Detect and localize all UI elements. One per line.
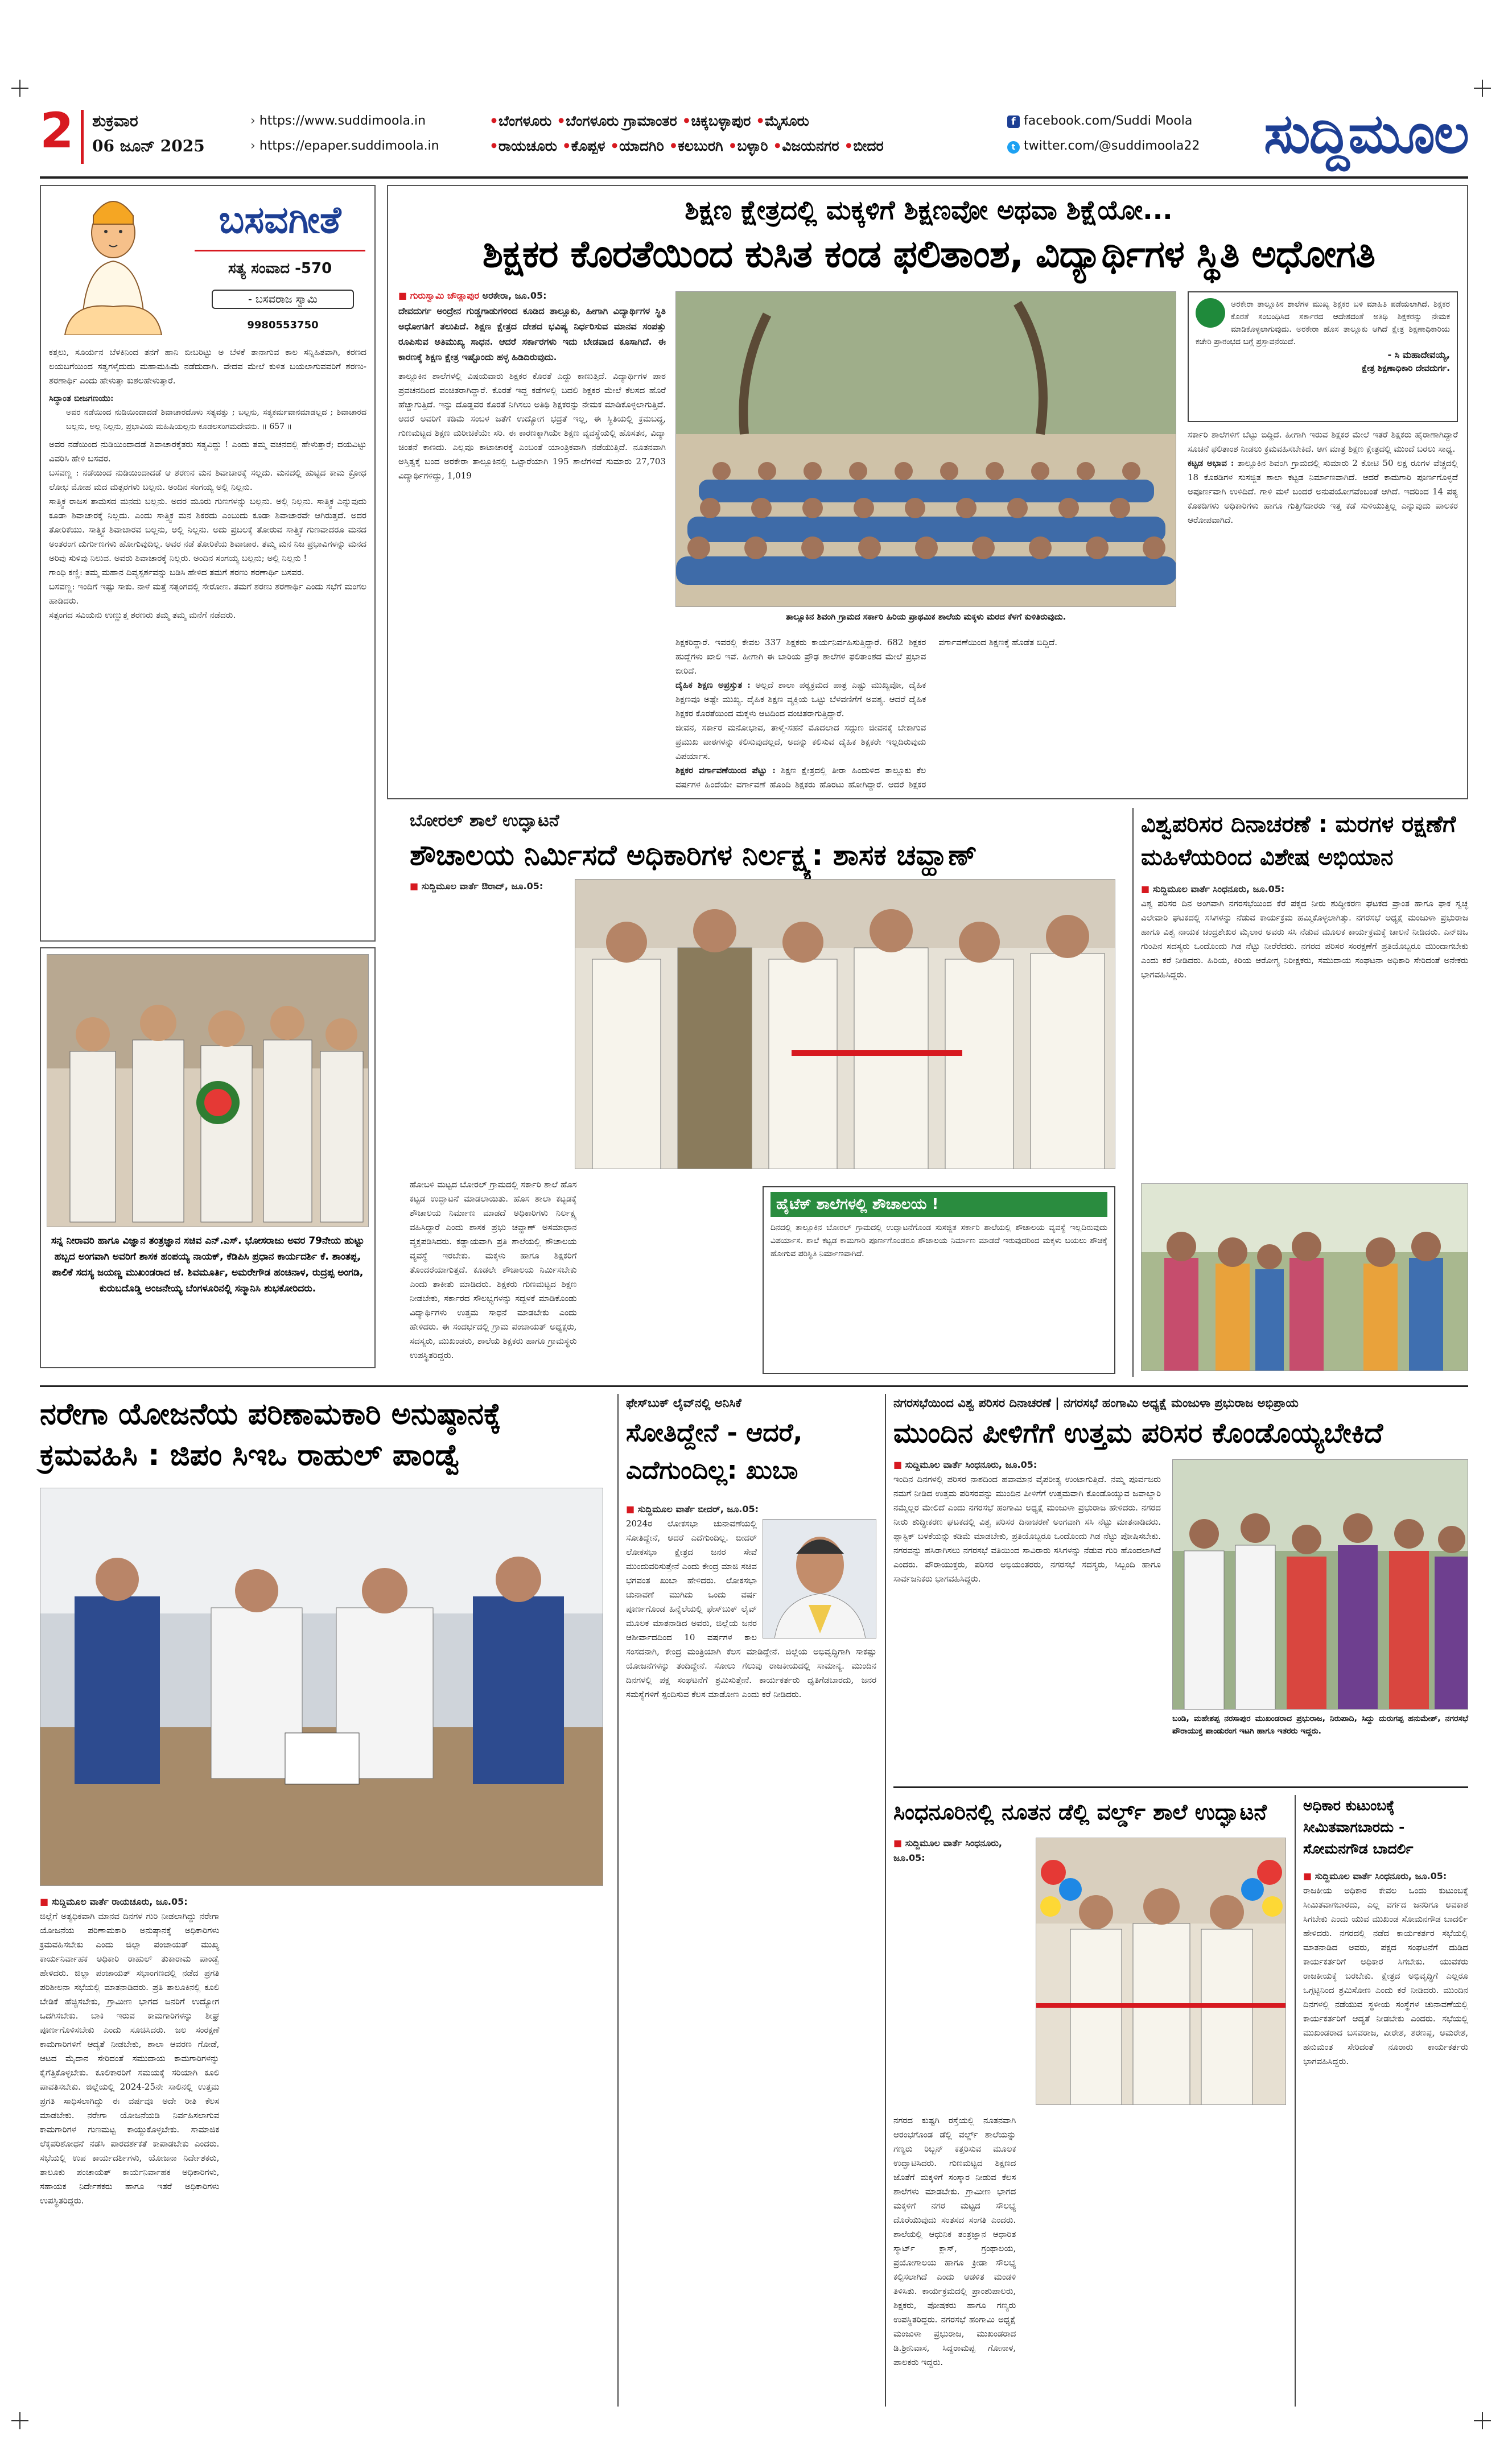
environment-body: ■ ಸುದ್ದಿಮೂಲ ವಾರ್ತೆ ಸಿಂಧನೂರು, ಜೂ.05: ವಿಶ್ವ ಪರಿಸರ ದಿನ ಅಂಗವಾಗಿ ನಗರಸಭೆಯಿಂದ ಕೆರೆ ಪಕ್ಕದ ನೀರು ಶುದ್ಧೀಕರಣ ಘಟಕದ ಪ್ರಾಂತ ಹಾಗೂ ಫಾಕ ಸ್ವಚ್ಛ ವಿಲೇವಾರಿ ಘಟಕದಲ್ಲಿ ಸಸಿಗಳನ್ನು ನೆಡುವ ಕಾರ್ಯಕ್ರಮ ಹಮ್ಮಿಕೊಳ್ಳಲಾಗಿತ್ತು. ನಗರಸಭೆ ಅಧ್ಯಕ್ಷೆ ಮಂಜುಳಾ ಪ್ರಭುರಾಜ ಹಾಗೂ ವಿಶ್ವ ನಾಯಕ ಚಂದ್ರಶೇಖರ ಮೈಲಾರ ಅವರು ಸಸಿ ನೆಡುವ ಮೂಲಕ ಕಾರ್ಯಕ್ರಮಕ್ಕೆ ಚಾಲನೆ ನೀಡಿದರು. ಎನ್‌ಜಿಒ ಗುಂಪಿನ ಸದಸ್ಯರು ಒಂದೊಂದು ಗಿಡ ನೆಟ್ಟು ನೀರೆರೆದರು. ನಗರದ ಪರಿಸರ ಸಂರಕ್ಷಣೆಗೆ ಪ್ರತಿಯೊಬ್ಬರೂ ಮುಂದಾಗಬೇಕು ಎಂದು ಕರೆ ನೀಡಿದರು. ಹಿರಿಯ, ಕಿರಿಯ ಆರೋಗ್ಯ ನಿರೀಕ್ಷಕರು, ಸಮುದಾಯ ಸಂಘಟನಾ ಅಧಿಕಾರಿ ಸೇರಿದಂತೆ ಅನೇಕರು ಭಾಗವಹಿಸಿದ್ದರು.	[1141, 882, 1468, 982]
weekday: ಶುಕ್ರವಾರ	[92, 112, 138, 130]
environment-byline-place: ಸಿಂಧನೂರು, ಜೂ.05:	[1213, 884, 1285, 894]
basavagite-para: ಬಸವಣ್ಣ : ನಡೆಯಿಂದ ನುಡಿಯಿಂದಾದಡೆ ಆ ಶರಣನ ಮನ ಶಿವಾಚಾರಕ್ಕೆ ಸಲ್ಲದು. ಮನದಲ್ಲಿ ಹುಟ್ಟಿದ ಕಾಮ ಕ್ರೋಧ ಲೋಭ ಮೋಹ ಮದ ಮತ್ಸರಗಳು ಬಲ್ಲನು. ಅಂದಿನ ಸಂಗಯ್ಯ ಅಲ್ಲಿ ನಿಲ್ಲನು.	[49, 468, 366, 492]
basavagite-para: ಅವರ ನಡೆಯಿಂದ ನುಡಿಯಿಂದಾದಡೆ ಶಿವಾಚಾರಕ್ಕೆತರು ಸತ್ಯವಿದ್ದು ! ಎಂದು ತಮ್ಮ ವಚನದಲ್ಲಿ ಹೇಳುತ್ತಾರೆ; ದಯವಿಟ್ಟು ವಿವರಿಸಿ ಹೇಳಿ ಬಸವರ.	[49, 439, 366, 464]
lead-body: ಸರ್ಕಾರಿ ಶಾಲೆಗಳಿಗೆ ಬೆಟ್ಟು ಬಿದ್ದಿದೆ. ಹೀಗಾಗಿ ಇರುವ ಶಿಕ್ಷಕರ ಮೇಲೆ ಇತರೆ ಶಿಕ್ಷಕರು ಹೈರಾಣಾಗಿದ್ದಾರೆ ಸೂಚನೆ ಫಲಿತಾಂಶ ನೀಡಲು ಕ್ರಮವಹಿಸಬೇಕಿದೆ. ಆಗ ಮಾತ್ರ ಶಿಕ್ಷಣ ಕ್ಷೇತ್ರದಲ್ಲಿ ಮುಂದೆ ಬರಲು ಸಾಧ್ಯ.	[1188, 430, 1458, 454]
twitter-handle[interactable]: twitter.com/@suddimoola22	[1024, 139, 1200, 153]
municipal-photo	[1172, 1459, 1468, 1710]
environment-story	[1141, 808, 1468, 1377]
facebook-handle[interactable]: facebook.com/Suddi Moola	[1024, 114, 1193, 128]
lead-photo-caption: ತಾಲ್ಲೂಕಿನ ಶಿವಂಗಿ ಗ್ರಾಮದ ಸರ್ಕಾರಿ ಹಿರಿಯ ಪ್ರಾಥಮಿಕ ಶಾಲೆಯ ಮಕ್ಕಳು ಮರದ ಕೆಳಗೆ ಕುಳಿತಿರುವುದು.	[785, 612, 1066, 622]
municipal-kicker: ನಗರಸಭೆಯಿಂದ ವಿಶ್ವ ಪರಿಸರ ದಿನಾಚರಣೆ | ನಗರಸಭೆ ಹಂಗಾಮಿ ಅಧ್ಯಕ್ಷೆ ಮಂಜುಳಾ ಪ್ರಭುರಾಜ ಅಭಿಪ್ರಾಯ	[893, 1396, 1299, 1410]
lead-body: ತಾಲ್ಲೂಕಿನ ಶಾಲೆಗಳಲ್ಲಿ ವಿಷಯವಾರು ಶಿಕ್ಷಕರ ಕೊರತೆ ಎದ್ದು ಕಾಣುತ್ತಿದೆ. ವಿದ್ಯಾರ್ಥಿಗಳ ಪಾಠ ಪ್ರವಚನದಿಂದ ವಂಚಿತರಾಗಿದ್ದಾರೆ. ಕೊರತೆ ಇದ್ದ ಕಡೆಗಳಲ್ಲಿ ಬದಲಿ ಶಿಕ್ಷಕರ ಮೇಲೆ ಕೆಲಸದ ಹೊರೆ ಹೆಚ್ಚಾಗುತ್ತಿದೆ. ಇನ್ನು ದೊಡ್ಡವರ ಕೊರತೆ ನಿಗಿಸಲು ಅತಿಥಿ ಶಿಕ್ಷಕರನ್ನು ನೇಮಕ ಮಾಡಿಕೊಳ್ಳಲಾಗುತ್ತಿದೆ. ಆದರೆ ಅವರಿಗೆ ಕಡಿಮೆ ಸಂಬಳ ಜತೆಗೆ ಉದ್ಯೋಗ ಭದ್ರತೆ ಇಲ್ಲ, ಈ ಸ್ಥಿತಿಯಲ್ಲಿ ಕ್ರಮಬದ್ಧ, ಗುಣಮಟ್ಟದ ಶಿಕ್ಷಣ ಮರೀಚಿಕೆಯೇ ಸರಿ. ಈ ಕಾರಣಕ್ಕಾಗಿಯೇ ಶಿಕ್ಷಣ ವ್ಯವಸ್ಥೆಯಲ್ಲಿ ಹೊಸತನ, ವಿದ್ಯಾ ಚಿಂತನೆ ಕಾಣದು. ಎಲ್ಲವೂ ಕಾಟಾಚಾರಕ್ಕೆ ಎಂಬಂತೆ ಯಾಂತ್ರಿಕವಾಗಿ ನಡೆಯುತ್ತಿದೆ. ನೂತನವಾಗಿ ಅಸ್ತಿತ್ವಕ್ಕೆ ಬಂದ ಅರಕೇರಾ ತಾಲ್ಲೂಕಿನಲ್ಲಿ ಒಟ್ಟಾರೆಯಾಗಿ 195 ಶಾಲೆಗಳಿವೆ ಸುಮಾರು 27,703 ವಿದ್ಯಾರ್ಥಿಗಳಿದ್ದು, 1,019	[398, 371, 666, 481]
bardoli-body-text: ರಾಜಕೀಯ ಅಧಿಕಾರ ಕೇವಲ ಒಂದು ಕುಟುಂಬಕ್ಕೆ ಸೀಮಿತವಾಗಬಾರದು, ಎಲ್ಲ ವರ್ಗದ ಜನರಿಗೂ ಅವಕಾಶ ಸಿಗಬೇಕು ಎಂದು ಯುವ ಮುಖಂಡ ಸೋಮನಗೌಡ ಬಾದರ್ಲಿ ಹೇಳಿದರು. ನಗರದಲ್ಲಿ ನಡೆದ ಕಾರ್ಯಕರ್ತರ ಸಭೆಯಲ್ಲಿ ಮಾತನಾಡಿದ ಅವರು, ಪಕ್ಷದ ಸಂಘಟನೆಗೆ ದುಡಿದ ಕಾರ್ಯಕರ್ತರಿಗೆ ಅಧಿಕಾರ ಸಿಗಬೇಕು. ಯುವಕರು ರಾಜಕೀಯಕ್ಕೆ ಬರಬೇಕು. ಕ್ಷೇತ್ರದ ಅಭಿವೃದ್ಧಿಗೆ ಎಲ್ಲರೂ ಒಗ್ಗಟ್ಟಿನಿಂದ ಶ್ರಮಿಸೋಣ ಎಂದು ಕರೆ ನೀಡಿದರು. ಮುಂದಿನ ದಿನಗಳಲ್ಲಿ ನಡೆಯುವ ಸ್ಥಳೀಯ ಸಂಸ್ಥೆಗಳ ಚುನಾವಣೆಯಲ್ಲಿ ಕಾರ್ಯಕರ್ತರಿಗೆ ಆದ್ಯತೆ ನೀಡಬೇಕು ಎಂದರು. ಸಭೆಯಲ್ಲಿ ಮುಖಂಡರಾದ ಬಸವರಾಜ, ವೀರೇಶ, ಶರಣಪ್ಪ, ಅಮರೇಶ, ಹನುಮಂತ ಸೇರಿದಂತೆ ನೂರಾರು ಕಾರ್ಯಕರ್ತರು ಭಾಗವಹಿಸಿದ್ದರು.	[1303, 1885, 1468, 2066]
lead-byline-place: ಅರಕೇರಾ, ಜೂ.05:	[482, 290, 547, 301]
basavagite-phone: 9980553750	[247, 319, 319, 331]
crop-mark	[1474, 2412, 1491, 2429]
district-bengaluru-rural[interactable]: ಬೆಂಗಳೂರು ಗ್ರಾಮಾಂತರ	[566, 113, 677, 129]
district-chikkaballapur[interactable]: ಚಿಕ್ಕಬಳ್ಳಾಪುರ	[691, 113, 751, 129]
district-raichur[interactable]: ರಾಯಚೂರು	[498, 138, 558, 154]
khuba-portrait	[763, 1519, 876, 1638]
khuba-body-wrap: ■ ಸುದ್ದಿಮೂಲ ವಾರ್ತೆ ಬೀದರ್, ಜೂ.05: 2024ರ ಲೋಕಸಭಾ ಚುನಾವಣೆಯಲ್ಲಿ ಸೋತಿದ್ದೇನೆ, ಆದರೆ ಎದೆಗುಂದಿಲ್ಲ. ಬೀದರ್ ಲೋಕಸಭಾ ಕ್ಷೇತ್ರದ ಜನರ ಸೇವೆ ಮುಂದುವರಿಸುತ್ತೇನೆ ಎಂದು ಕೇಂದ್ರ ಮಾಜಿ ಸಚಿವ ಭಗವಂತ ಖುಬಾ ಹೇಳಿದರು. ಲೋಕಸಭಾ ಚುನಾವಣೆ ಮುಗಿದು ಒಂದು ವರ್ಷ ಪೂರ್ಣಗೊಂಡ ಹಿನ್ನೆಲೆಯಲ್ಲಿ ಫೇಸ್‌ಬುಕ್ ಲೈವ್ ಮೂಲಕ ಮಾತನಾಡಿದ ಅವರು, ಜಿಲ್ಲೆಯ ಜನರ ಆಶೀರ್ವಾದದಿಂದ 10 ವರ್ಷಗಳ ಕಾಲ ಸಂಸದನಾಗಿ, ಕೇಂದ್ರ ಮಂತ್ರಿಯಾಗಿ ಕೆಲಸ ಮಾಡಿದ್ದೇನೆ. ಜಿಲ್ಲೆಯ ಅಭಿವೃದ್ಧಿಗಾಗಿ ಸಾಕಷ್ಟು ಯೋಜನೆಗಳನ್ನು ತಂದಿದ್ದೇನೆ. ಸೋಲು ಗೆಲುವು ರಾಜಕೀಯದಲ್ಲಿ ಸಾಮಾನ್ಯ. ಮುಂದಿನ ದಿನಗಳಲ್ಲಿ ಪಕ್ಷ ಸಂಘಟನೆಗೆ ಶ್ರಮಿಸುತ್ತೇನೆ. ಕಾರ್ಯಕರ್ತರು ಧೃತಿಗೆಡಬಾರದು, ಜನರ ಸಮಸ್ಯೆಗಳಿಗೆ ಸ್ಪಂದಿಸುವ ಕೆಲಸ ಮಾಡೋಣ ಎಂದು ಕರೆ ನೀಡಿದರು.	[626, 1502, 876, 1702]
website-url[interactable]: https://www.suddimoola.in	[259, 114, 426, 128]
title-underline	[195, 250, 365, 251]
page-number-divider	[81, 110, 84, 164]
lead-intro: ದೇವದುರ್ಗ ಅಂದ್ರೇನ ಗುಡ್ಡಗಾಡುಗಳಿಂದ ಕೂಡಿದ ತಾಲ್ಲೂಕು, ಹೀಗಾಗಿ ವಿದ್ಯಾರ್ಥಿಗಳ ಸ್ಥಿತಿ ಅಧೋಗತಿಗೆ ತಲುಪಿದೆ. ಶಿಕ್ಷಣ ಕ್ಷೇತ್ರದ ದೇಶದ ಭವಿಷ್ಯ ನಿರ್ಧರಿಸುವ ಮಾನವ ಸಂಪತ್ತು ರೂಪಿಸುವ ಅತಿಮುಖ್ಯ ಸಾಧನ. ಆದರೆ ಸರ್ಕಾರಗಳು ಇದು ಬೇಡವಾದ ಕೂಸಾಗಿದೆ. ಈ ಕಾರಣಕ್ಕೆ ಶಿಕ್ಷಣ ಕ್ಷೇತ್ರ ಇಷ್ಟೊಂದು ಹಳ್ಳ ಹಿಡಿದಿರುವುದು.	[398, 306, 666, 362]
lead-headline: ಶಿಕ್ಷಕರ ಕೊರತೆಯಿಂದ ಕುಸಿತ ಕಂಡ ಫಲಿತಾಂಶ, ವಿದ್ಯಾರ್ಥಿಗಳ ಸ್ಥಿತಿ ಅಧೋಗತಿ	[482, 232, 1375, 276]
district-vijayanagar[interactable]: ವಿಜಯನಗರ	[782, 138, 839, 154]
nrega-byline-place: ರಾಯಚೂರು, ಜೂ.05:	[112, 1896, 188, 1907]
lead-subhead: ದೈಹಿಕ ಶಿಕ್ಷಣ ಅಪ್ರಸ್ತುತ :	[675, 680, 751, 690]
lead-body: ಶಿಕ್ಷಣ ಕ್ಷೇತ್ರದಲ್ಲಿ ತೀರಾ ಹಿಂದುಳಿದ ತಾಲ್ಲೂಕು ಕೆಲ ವರ್ಷಗಳ ಹಿಂದೆಯೇ ವರ್ಗಾವಣೆ ಹೊಂದಿ ಶಿಕ್ಷಕರು ಹೊರಟು ಹೋಗಿದ್ದಾರೆ. ಆದರೆ ಶಿಕ್ಷಕರ ವರ್ಗಾವಣೆಯಿಂದ ಶಿಕ್ಷಣಕ್ಕೆ ಹೊಡೆತ ಬಿದ್ದಿದೆ.	[675, 637, 1058, 790]
lead-body: ಶಿಕ್ಷಕರಿದ್ದಾರೆ. ಇವರಲ್ಲಿ ಕೇವಲ 337 ಶಿಕ್ಷಕರು ಕಾರ್ಯನಿರ್ವಹಿಸುತ್ತಿದ್ದಾರೆ. 682 ಶಿಕ್ಷಕರ ಹುದ್ದೆಗಳು ಖಾಲಿ ಇವೆ. ಹೀಗಾಗಿ ಈ ಬಾರಿಯ ಪ್ರೌಢ ಶಾಲೆಗಳ ಫಲಿತಾಂಶದ ಮೇಲೆ ಪ್ರಭಾವ ಬೀರಿದೆ.	[675, 637, 926, 676]
nrega-byline-name: ಸುದ್ದಿಮೂಲ ವಾರ್ತೆ	[51, 1896, 109, 1907]
toilet-body-text: ಹೋಬಳಿ ಮಟ್ಟದ ಬೋರಲ್ ಗ್ರಾಮದಲ್ಲಿ ಸರ್ಕಾರಿ ಶಾಲೆ ಹೊಸ ಕಟ್ಟಡ ಉದ್ಘಾಟನೆ ಮಾಡಲಾಯಿತು. ಹೊಸ ಶಾಲಾ ಕಟ್ಟಡಕ್ಕೆ ಶೌಚಾಲಯ ನಿರ್ಮಾಣ ಮಾಡದೆ ಅಧಿಕಾರಿಗಳು ನಿರ್ಲಕ್ಷ್ಯ ವಹಿಸಿದ್ದಾರೆ ಎಂದು ಶಾಸಕ ಪ್ರಭು ಚವ್ಹಾಣ್ ಅಸಮಾಧಾನ ವ್ಯಕ್ತಪಡಿಸಿದರು. ಕಡ್ಡಾಯವಾಗಿ ಪ್ರತಿ ಶಾಲೆಯಲ್ಲಿ ಶೌಚಾಲಯ ವ್ಯವಸ್ಥೆ ಇರಬೇಕು. ಮಕ್ಕಳು ಹಾಗೂ ಶಿಕ್ಷಕರಿಗೆ ತೊಂದರೆಯಾಗುತ್ತದೆ. ಕೂಡಲೇ ಶೌಚಾಲಯ ನಿರ್ಮಿಸಬೇಕು ಎಂದು ತಾಕೀತು ಮಾಡಿದರು. ಶಿಕ್ಷಕರು ಗುಣಮಟ್ಟದ ಶಿಕ್ಷಣ ನೀಡಬೇಕು, ಸರ್ಕಾರದ ಸೌಲಭ್ಯಗಳನ್ನು ಸದ್ಬಳಕೆ ಮಾಡಿಕೊಂಡು ವಿದ್ಯಾರ್ಥಿಗಳು ಉತ್ತಮ ಸಾಧನೆ ಮಾಡಬೇಕು ಎಂದು ಹೇಳಿದರು. ಈ ಸಂದರ್ಭದಲ್ಲಿ ಗ್ರಾಮ ಪಂಚಾಯತ್ ಅಧ್ಯಕ್ಷರು, ಸದಸ್ಯರು, ಮುಖಂಡರು, ಶಾಲೆಯ ಶಿಕ್ಷಕರು ಹಾಗೂ ಗ್ರಾಮಸ್ಥರು ಉಪಸ್ಥಿತರಿದ್ದರು.	[410, 1179, 577, 1360]
basavagite-para: ಸಾತ್ತ್ವಿಕ ರಾಜಸ ತಾಮಸದ ಮನದು ಬಲ್ಲನು. ಅದರ ಮೂರು ಗುಣಗಳನ್ನು ಬಲ್ಲನು. ಅಲ್ಲಿ ನಿಲ್ಲನು. ಸಾತ್ತ್ವಿಕ ಎನ್ನುವುದು ಕೂಡಾ ಶಿವಾಚಾರಕ್ಕೆ ನಿಲ್ಲದು. ಎಂದು ಸಾತ್ತ್ವಿಕ ಮನ ಶಿಕರದು ಎಂಬುದು ಕೂಡಾ ಶಿವಾಚಾರವೇ ಆಗಿರುತ್ತದೆ. ಅದರ ತೋರಿಕೆಯು. ಸಾತ್ತ್ವಿಕ ಶಿವಾಚಾರವ ಬಲ್ಲನು, ಅಲ್ಲಿ ನಿಲ್ಲನು. ಅದು ಪ್ರಬಲಕ್ಕೆ ತೋರುವ ಸಾತ್ತ್ವಿಕ ಗುಣವಾದರೂ ಮನದ ಅಂತರಂಗ ದುರ್ಗುಣಗಳು ಹೋಗುವುದಿಲ್ಲ. ಅವರ ನಡೆ ತೋರಿಕೆಯ ಶಿವಾಚಾರ. ತಮ್ಮ ಮನ ನಿಜ ಪ್ರಭಾವಿಗಳನ್ನು ಮನದ ಅರಿವು ಸುಳಿವು ನಿಲುವ. ಅವರು ಶಿವಾಚಾರಕ್ಕೆ ನಿಲ್ಲರು. ಅಂದಿನ ಸಂಗಯ್ಯ ಬಲ್ಲನು; ಅಲ್ಲಿ ನಿಲ್ಲನು !	[49, 496, 366, 563]
basavagite-subtitle: ಸತ್ಯ ಸಂವಾದ -570	[228, 260, 332, 277]
column-divider	[1295, 1795, 1296, 2407]
district-list-2: •ರಾಯಚೂರು •ಕೊಪ್ಪಳ •ಯಾದಗಿರಿ •ಕಲಬುರಗಿ •ಬಳ್ಳಾರಿ •ವಿಜಯನಗರ •ಬೀದರ	[489, 138, 884, 154]
lead-body: ಅಲ್ಲದೆ ಶಾಲಾ ಪಠ್ಯಕ್ರಮದ ಪಾತ್ರ ಎಷ್ಟು ಮುಖ್ಯವೋ, ದೈಹಿಕ ಶಿಕ್ಷಣವೂ ಅಷ್ಟೇ ಮುಖ್ಯ. ದೈಹಿಕ ಶಿಕ್ಷಣ ವ್ಯಕ್ತಿಯ ಒಟ್ಟು ಬೆಳವಣಿಗೆಗೆ ಅವಶ್ಯ. ಆದರೆ ದೈಹಿಕ ಶಿಕ್ಷಕರ ಕೊರತೆಯಿಂದ ಮಕ್ಕಳು ಆಟದಿಂದ ವಂಚಿತರಾಗುತ್ತಿದ್ದಾರೆ.	[675, 680, 926, 719]
lead-subhead: ಶಿಕ್ಷಕರ ವರ್ಗಾವಣೆಯಿಂದ ಪೆಟ್ಟು :	[675, 765, 776, 775]
district-kalaburagi[interactable]: ಕಲಬುರಗಿ	[678, 138, 723, 154]
nrega-headline: ನರೇಗಾ ಯೋಜನೆಯ ಪರಿಣಾಮಕಾರಿ ಅನುಷ್ಠಾನಕ್ಕೆ ಕ್ರಮವಹಿಸಿ : ಜಿಪಂ ಸಿಇಒ ರಾಹುಲ್ ಪಾಂಡ್ವೆ	[40, 1397, 501, 1472]
nrega-story	[40, 1394, 609, 2407]
basavagite-para: ಕತ್ತಲು, ಸೂರ್ಯನ ಬೆಳಕಿನಿಂದ ತನಗೆ ಹಾನಿ ಬೀಬರಿಟ್ಟು ಅ ಬೆಳಕೆ ತಾನಾಗುವ ಕಾಲ ಸನ್ನಿಹಿತವಾಗಿ, ಕರಣದ ಲಯಬಗೆಯಿಂದ ಸತ್ವಗಳೈದುದು ಮಹಾಮಹಿಮೆ ನಡೆದುದಾಗಿ. ವೇದವ ಮೇಲೆ ಕುಳಿತ ಬಯಲಾಗುವವರಿಗೆ ಶರಣು-ಶರಣಾರ್ಥಿ ಎಂದು ಹೇಳುತ್ತಾ ಕುಶಲಹೇಳುತ್ತಾರೆ.	[49, 347, 366, 386]
municipal-headline: ಮುಂದಿನ ಪೀಳಿಗೆಗೆ ಉತ್ತಮ ಪರಿಸರ ಕೊಂಡೊಯ್ಯಬೇಕಿದೆ	[893, 1417, 1383, 1449]
lead-quote-box	[1188, 291, 1458, 422]
basavagite-quote: ಅವರ ನಡೆಯಿಂದ ನುಡಿಯಿಂದಾದಡೆ ಶಿವಾಚಾರದೊಳು ಸತ್ಯವತ್ತು ; ಬಲ್ಲನು, ಸತ್ಯಕರ್ಮವಾನಮಾಡಲ್ಲದ ; ಶಿವಾಚಾರದ ಬಲ್ಲನು, ಅಲ್ಲ ನಿಲ್ಲನು, ಪ್ರಭಾವಿಯ ಮಹಿಷಿಯಲ್ಲನು ಕೂಡಲಸಂಗಮದೇವನು. ॥ 657 ॥	[66, 408, 366, 431]
delhi-school-body-text: ನಗರದ ಕುಷ್ಟಗಿ ರಸ್ತೆಯಲ್ಲಿ ನೂತನವಾಗಿ ಆರಂಭಗೊಂಡ ಡೆಲ್ಲಿ ವರ್ಲ್ಡ್ ಶಾಲೆಯನ್ನು ಗಣ್ಯರು ರಿಬ್ಬನ್ ಕತ್ತರಿಸುವ ಮೂಲಕ ಉದ್ಘಾಟಿಸಿದರು. ಗುಣಮಟ್ಟದ ಶಿಕ್ಷಣದ ಜೊತೆಗೆ ಮಕ್ಕಳಿಗೆ ಸಂಸ್ಕಾರ ನೀಡುವ ಕೆಲಸ ಶಾಲೆಗಳು ಮಾಡಬೇಕು. ಗ್ರಾಮೀಣ ಭಾಗದ ಮಕ್ಕಳಿಗೆ ನಗರ ಮಟ್ಟದ ಸೌಲಭ್ಯ ದೊರೆಯುವುದು ಸಂತಸದ ಸಂಗತಿ ಎಂದರು. ಶಾಲೆಯಲ್ಲಿ ಆಧುನಿಕ ತಂತ್ರಜ್ಞಾನ ಆಧಾರಿತ ಸ್ಮಾರ್ಟ್ ಕ್ಲಾಸ್, ಗ್ರಂಥಾಲಯ, ಪ್ರಯೋಗಾಲಯ ಹಾಗೂ ಕ್ರೀಡಾ ಸೌಲಭ್ಯ ಕಲ್ಪಿಸಲಾಗಿದೆ ಎಂದು ಆಡಳಿತ ಮಂಡಳಿ ತಿಳಿಸಿತು. ಕಾರ್ಯಕ್ರಮದಲ್ಲಿ ಪ್ರಾಂಶುಪಾಲರು, ಶಿಕ್ಷಕರು, ಪೋಷಕರು ಹಾಗೂ ಗಣ್ಯರು ಉಪಸ್ಥಿತರಿದ್ದರು. ನಗರಸಭೆ ಹಂಗಾಮಿ ಅಧ್ಯಕ್ಷೆ ಮಂಜುಳಾ ಪ್ರಭುರಾಜ, ಮುಖಂಡರಾದ ಡಿ.ಶ್ರೀನಿವಾಸ, ಸಿದ್ದರಾಮಪ್ಪ ಗೋನಾಳ, ಪಾಲಕರು ಇದ್ದರು.	[893, 2115, 1016, 2367]
district-yadgir[interactable]: ಯಾದಗಿರಿ	[619, 138, 664, 154]
toilet-box-body: ದಿನದಲ್ಲಿ ತಾಲ್ಲೂಕಿನ ಬೋರಲ್ ಗ್ರಾಮದಲ್ಲಿ ಉದ್ಘಾಟನೆಗೊಂಡ ಸುಸಜ್ಜಿತ ಸರ್ಕಾರಿ ಶಾಲೆಯಲ್ಲಿ ಶೌಚಾಲಯ ವ್ಯವಸ್ಥೆ ಇಲ್ಲದಿರುವುದು ವಿಪರ್ಯಾಸ. ಶಾಲೆ ಕಟ್ಟಡ ಕಾಮಗಾರಿ ಪೂರ್ಣಗೊಂಡರೂ ಶೌಚಾಲಯ ನಿರ್ಮಾಣ ಮಾಡದೆ ಇರುವುದರಿಂದ ಮಕ್ಕಳು ಬಯಲು ಶೌಚಕ್ಕೆ ಹೋಗುವ ಪರಿಸ್ಥಿತಿ ನಿರ್ಮಾಣವಾಗಿದೆ.	[771, 1223, 1107, 1258]
lead-lower-columns	[675, 635, 1452, 795]
khuba-byline-name: ಸುದ್ದಿಮೂಲ ವಾರ್ತೆ	[637, 1504, 695, 1514]
twitter-link[interactable]	[1007, 135, 1200, 158]
lead-story	[387, 185, 1468, 799]
khuba-kicker: ಫೇಸ್‌ಬುಕ್ ಲೈವ್‌ನಲ್ಲಿ ಅನಿಸಿಕೆ	[626, 1396, 741, 1410]
twitter-icon: t	[1007, 141, 1020, 154]
website-link[interactable]: › https://www.suddimoola.in	[250, 114, 426, 128]
lead-quote-author: - ಸಿ ಮಹಾದೇವಯ್ಯ,	[1387, 349, 1450, 360]
basavagite-para: ಬಸವಣ್ಣ: ಇಂದಿಗೆ ಇಷ್ಟು ಸಾಕು. ನಾಳೆ ಮತ್ತೆ ಸತ್ಸಂಗದಲ್ಲಿ ಸೇರೋಣ. ತಮಗೆ ಶರಣು ಶರಣಾರ್ಥಿ ಎಂದು ಸಭೆಗೆ ಮಂಗಲ ಹಾಡಿದರು.	[49, 581, 366, 606]
district-list-1: •ಬೆಂಗಳೂರು •ಬೆಂಗಳೂರು ಗ್ರಾಮಾಂತರ •ಚಿಕ್ಕಬಳ್ಳಾಪುರ •ಮೈಸೂರು	[489, 113, 809, 129]
municipal-body: ■ ಸುದ್ದಿಮೂಲ ವಾರ್ತೆ ಸಿಂಧನೂರು, ಜೂ.05: ಇಂದಿನ ದಿನಗಳಲ್ಲಿ ಪರಿಸರ ನಾಶದಿಂದ ಹವಾಮಾನ ವೈಪರೀತ್ಯ ಉಂಟಾಗುತ್ತಿದೆ. ನಮ್ಮ ಪೂರ್ವಜರು ನಮಗೆ ನೀಡಿದ ಉತ್ತಮ ಪರಿಸರವನ್ನು ಮುಂದಿನ ಪೀಳಿಗೆಗೆ ಉತ್ತಮವಾಗಿ ಕೊಂಡೊಯ್ಯುವ ಜವಾಬ್ದಾರಿ ನಮ್ಮೆಲ್ಲರ ಮೇಲಿದೆ ಎಂದು ನಗರಸಭೆ ಹಂಗಾಮಿ ಅಧ್ಯಕ್ಷೆ ಮಂಜುಳಾ ಪ್ರಭುರಾಜ ಹೇಳಿದರು. ನಗರದ ನೀರು ಶುದ್ಧೀಕರಣ ಘಟಕದಲ್ಲಿ ವಿಶ್ವ ಪರಿಸರ ದಿನಾಚರಣೆ ಅಂಗವಾಗಿ ಸಸಿ ನೆಟ್ಟು ಮಾತನಾಡಿದರು. ಪ್ಲಾಸ್ಟಿಕ್ ಬಳಕೆಯನ್ನು ಕಡಿಮೆ ಮಾಡಬೇಕು, ಪ್ರತಿಯೊಬ್ಬರೂ ಒಂದೊಂದು ಗಿಡ ನೆಟ್ಟು ಪೋಷಿಸಬೇಕು. ನಗರವನ್ನು ಹಸಿರಾಗಿಸಲು ನಗರಸಭೆ ವತಿಯಿಂದ ಸಾವಿರಾರು ಸಸಿಗಳನ್ನು ನೆಡುವ ಗುರಿ ಹೊಂದಲಾಗಿದೆ ಎಂದರು. ಪೌರಾಯುಕ್ತರು, ಪರಿಸರ ಅಭಿಯಂತರರು, ನಗರಸಭೆ ಸದಸ್ಯರು, ಸಿಬ್ಬಂದಿ ಹಾಗೂ ಸಾರ್ವಜನಿಕರು ಭಾಗವಹಿಸಿದ್ದರು.	[893, 1458, 1161, 1779]
basavagite-author: - ಬಸವರಾಜ ಸ್ವಾಮಿ	[212, 290, 354, 309]
lead-body: ಜೀವನ, ಸರ್ಕಾರ ಮನೋಭಾವ, ತಾಳ್ಮೆ-ಸಹನೆ ಮೊದಲಾದ ಸದ್ಗುಣ ಜೀವನಕ್ಕೆ ಬೇಕಾಗುವ ಪ್ರಮುಖ ಪಾಠಗಳನ್ನು ಕಲಿಸುವುದಲ್ಲದೆ, ಅದನ್ನು ಕಲಿಸುವ ದೈಹಿಕ ಶಿಕ್ಷಕರೇ ಇಲ್ಲದಿರುವುದು ವಿಪರ್ಯಾಸ.	[675, 723, 926, 761]
environment-photo	[1141, 1183, 1468, 1371]
issue-date: 06 ಜೂನ್ 2025	[92, 137, 205, 155]
delhi-school-body	[893, 2114, 1286, 2404]
basavagite-column	[40, 185, 376, 942]
epaper-link[interactable]: › https://epaper.suddimoola.in	[250, 139, 439, 153]
crop-mark	[11, 80, 28, 97]
crop-mark	[1474, 80, 1491, 97]
bardoli-story	[1303, 1795, 1468, 2407]
felicitation-block	[40, 947, 376, 1368]
district-koppal[interactable]: ಕೊಪ್ಪಳ	[571, 138, 605, 154]
lead-quote-text: ಅರಕೇರಾ ತಾಲ್ಲೂಕಿನ ಶಾಲೆಗಳ ಮುಖ್ಯ ಶಿಕ್ಷಕರ ಬಳಿ ಮಾಹಿತಿ ಪಡೆಯಲಾಗಿದೆ. ಶಿಕ್ಷಕರ ಕೊರತೆ ಸಂಬಂಧಿಸಿದ ಸರ್ಕಾರದ ಆದೇಶದಂತೆ ಅತಿಥಿ ಶಿಕ್ಷಕರನ್ನು ನೇಮಕ ಮಾಡಿಕೊಳ್ಳಲಾಗುವುದು. ಅರಕೇರಾ ಹೊಸ ತಾಲ್ಲೂಕು ಆಗಿದೆ ಕ್ಷೇತ್ರ ಶಿಕ್ಷಣಾಧಿಕಾರಿಯ ಕಚೇರಿ ಪ್ರಾರಂಭದ ಬಗ್ಗೆ ಪ್ರಸ್ತಾವನೆಯಿದೆ.	[1196, 300, 1450, 346]
environment-headline: ವಿಶ್ವಪರಿಸರ ದಿನಾಚರಣೆ : ಮರಗಳ ರಕ್ಷಣೆಗೆ ಮಹಿಳೆಯರಿಂದ ವಿಶೇಷ ಅಭಿಯಾನ	[1141, 811, 1456, 870]
nrega-body: ■ ಸುದ್ದಿಮೂಲ ವಾರ್ತೆ ರಾಯಚೂರು, ಜೂ.05: ಜಿಲ್ಲೆಗೆ ಅತ್ಯಧಿಕವಾಗಿ ಮಾನವ ದಿನಗಳ ಗುರಿ ನೀಡಲಾಗಿದ್ದು ನರೇಗಾ ಯೋಜನೆಯ ಪರಿಣಾಮಕಾರಿ ಅನುಷ್ಠಾನಕ್ಕೆ ಅಧಿಕಾರಿಗಳು ಕ್ರಮವಹಿಸಬೇಕು ಎಂದು ಜಿಲ್ಲಾ ಪಂಚಾಯತ್ ಮುಖ್ಯ ಕಾರ್ಯನಿರ್ವಾಹಕ ಅಧಿಕಾರಿ ರಾಹುಲ್ ತುಕಾರಾಮ ಪಾಂಡ್ವೆ ಹೇಳಿದರು. ಜಿಲ್ಲಾ ಪಂಚಾಯತ್ ಸಭಾಂಗಣದಲ್ಲಿ ನಡೆದ ಪ್ರಗತಿ ಪರಿಶೀಲನಾ ಸಭೆಯಲ್ಲಿ ಮಾತನಾಡಿದರು. ಪ್ರತಿ ತಾಲೂಕಿನಲ್ಲಿ ಕೂಲಿ ಬೇಡಿಕೆ ಹೆಚ್ಚಿಸಬೇಕು, ಗ್ರಾಮೀಣ ಭಾಗದ ಜನರಿಗೆ ಉದ್ಯೋಗ ಒದಗಿಸಬೇಕು. ಬಾಕಿ ಇರುವ ಕಾಮಗಾರಿಗಳನ್ನು ಶೀಘ್ರ ಪೂರ್ಣಗೊಳಿಸಬೇಕು ಎಂದು ಸೂಚಿಸಿದರು. ಜಲ ಸಂರಕ್ಷಣೆ ಕಾಮಗಾರಿಗಳಿಗೆ ಆದ್ಯತೆ ನೀಡಬೇಕು, ಶಾಲಾ ಆವರಣ ಗೋಡೆ, ಆಟದ ಮೈದಾನ ಸೇರಿದಂತೆ ಸಮುದಾಯ ಕಾಮಗಾರಿಗಳನ್ನು ಕೈಗೆತ್ತಿಕೊಳ್ಳಬೇಕು. ಕೂಲಿಕಾರರಿಗೆ ಸಮಯಕ್ಕೆ ಸರಿಯಾಗಿ ಕೂಲಿ ಪಾವತಿಸಬೇಕು. ಜಿಲ್ಲೆಯಲ್ಲಿ 2024-25ನೇ ಸಾಲಿನಲ್ಲಿ ಉತ್ತಮ ಪ್ರಗತಿ ಸಾಧಿಸಲಾಗಿದ್ದು ಈ ವರ್ಷವೂ ಅದೇ ರೀತಿ ಕೆಲಸ ಮಾಡಬೇಕು. ನರೇಗಾ ಯೋಜನೆಯಡಿ ನಿರ್ವಹಿಸಲಾಗುವ ಕಾಮಗಾರಿಗಳ ಗುಣಮಟ್ಟ ಕಾಯ್ದುಕೊಳ್ಳಬೇಕು. ಸಾಮಾಜಿಕ ಲೆಕ್ಕಪರಿಶೋಧನೆ ನಡೆಸಿ ಪಾರದರ್ಶಕತೆ ಕಾಪಾಡಬೇಕು ಎಂದರು. ಸಭೆಯಲ್ಲಿ ಉಪ ಕಾರ್ಯದರ್ಶಿಗಳು, ಯೋಜನಾ ನಿರ್ದೇಶಕರು, ತಾಲೂಕು ಪಂಚಾಯತ್ ಕಾರ್ಯನಿರ್ವಾಹಕ ಅಧಿಕಾರಿಗಳು, ಸಹಾಯಕ ನಿರ್ದೇಶಕರು ಹಾಗೂ ಇತರೆ ಅಧಿಕಾರಿಗಳು ಉಪಸ್ಥಿತರಿದ್ದರು.	[40, 1895, 603, 2401]
felicitation-photo	[47, 954, 369, 1227]
municipal-byline-name: ಸುದ್ದಿಮೂಲ ವಾರ್ತೆ	[905, 1459, 962, 1470]
khuba-headline: ಸೋತಿದ್ದೇನೆ - ಆದರೆ, ಎದೆಗುಂದಿಲ್ಲ: ಖುಬಾ	[626, 1418, 803, 1485]
municipal-story	[893, 1394, 1468, 1781]
delhi-school-byline-name: ಸುದ್ದಿಮೂಲ ವಾರ್ತೆ	[905, 1838, 962, 1848]
toilet-sidebar	[763, 1186, 1115, 1374]
section-rule	[40, 1385, 1468, 1387]
toilet-byline-place: ಔರಾದ್, ಜೂ.05:	[481, 881, 543, 892]
toilet-byline-name: ಸುದ್ದಿಮೂಲ ವಾರ್ತೆ	[421, 881, 479, 892]
toilet-headline: ಶೌಚಾಲಯ ನಿರ್ಮಿಸದೆ ಅಧಿಕಾರಿಗಳ ನಿರ್ಲಕ್ಷ್ಯ: ಶಾಸಕ ಚವ್ಹಾಣ್	[410, 839, 977, 872]
masthead-rule	[40, 176, 1468, 179]
facebook-link[interactable]	[1007, 110, 1192, 133]
facebook-icon: f	[1007, 115, 1020, 128]
felicitation-caption: ಸನ್ನ ನೀರಾವರಿ ಹಾಗೂ ವಿಜ್ಞಾನ ತಂತ್ರಜ್ಞಾನ ಸಚಿವ ಎನ್.ಎಸ್. ಭೋಸರಾಜು ಅವರ 79ನೇಯ ಹುಟ್ಟು ಹಬ್ಬದ ಅಂಗವಾಗಿ ಅವರಿಗೆ ಶಾಸಕ ಹಂಪಯ್ಯ ನಾಯಕ್, ಕೆಡಿಪಿಸಿ ಪ್ರಧಾನ ಕಾರ್ಯದರ್ಶಿ ಕೆ. ಶಾಂತಪ್ಪ, ಪಾಲಿಕೆ ಸದಸ್ಯ ಜಯಣ್ಣ ಮುಖಂಡರಾದ ಜೆ. ಶಿವಮೂರ್ತಿ, ಅಮರೇಗೌಡ ಹಂಚಿನಾಳ, ರುದ್ರಪ್ಪ ಅಂಗಡಿ, ಕುರುಬದೊಡ್ಡಿ ಅಂಜನೇಯ್ಯ ಬೆಂಗಳೂರಿನಲ್ಲಿ ಸನ್ಮಾನಿಸಿ ಶುಭಕೋರಿದರು.	[51, 1235, 365, 1294]
epaper-url[interactable]: https://epaper.suddimoola.in	[259, 139, 439, 153]
section-rule	[893, 1786, 1468, 1788]
column-divider	[1132, 808, 1134, 1377]
basavagite-para: ಸತ್ಸಂಗದ ಸವಿಯನು ಉಣ್ಣುತ್ತ ಶರಣರು ತಮ್ಮ ತಮ್ಮ ಮನೆಗೆ ನಡೆದರು.	[49, 610, 236, 620]
page-number: 2	[40, 102, 74, 159]
lead-photo	[675, 291, 1176, 607]
lead-subhead: ಕಟ್ಟಡ ಅಭಾವ :	[1188, 458, 1234, 468]
lead-byline-name: ಗುರುಸ್ವಾಮಿ ಚೌಡ್ಲಾಪುರ	[410, 290, 479, 301]
bardoli-body-wrap: ■ ಸುದ್ದಿಮೂಲ ವಾರ್ತೆ ಸಿಂಧನೂರು, ಜೂ.05: ರಾಜಕೀಯ ಅಧಿಕಾರ ಕೇವಲ ಒಂದು ಕುಟುಂಬಕ್ಕೆ ಸೀಮಿತವಾಗಬಾರದು, ಎಲ್ಲ ವರ್ಗದ ಜನರಿಗೂ ಅವಕಾಶ ಸಿಗಬೇಕು ಎಂದು ಯುವ ಮುಖಂಡ ಸೋಮನಗೌಡ ಬಾದರ್ಲಿ ಹೇಳಿದರು. ನಗರದಲ್ಲಿ ನಡೆದ ಕಾರ್ಯಕರ್ತರ ಸಭೆಯಲ್ಲಿ ಮಾತನಾಡಿದ ಅವರು, ಪಕ್ಷದ ಸಂಘಟನೆಗೆ ದುಡಿದ ಕಾರ್ಯಕರ್ತರಿಗೆ ಅಧಿಕಾರ ಸಿಗಬೇಕು. ಯುವಕರು ರಾಜಕೀಯಕ್ಕೆ ಬರಬೇಕು. ಕ್ಷೇತ್ರದ ಅಭಿವೃದ್ಧಿಗೆ ಎಲ್ಲರೂ ಒಗ್ಗಟ್ಟಿನಿಂದ ಶ್ರಮಿಸೋಣ ಎಂದು ಕರೆ ನೀಡಿದರು. ಮುಂದಿನ ದಿನಗಳಲ್ಲಿ ನಡೆಯುವ ಸ್ಥಳೀಯ ಸಂಸ್ಥೆಗಳ ಚುನಾವಣೆಯಲ್ಲಿ ಕಾರ್ಯಕರ್ತರಿಗೆ ಆದ್ಯತೆ ನೀಡಬೇಕು ಎಂದರು. ಸಭೆಯಲ್ಲಿ ಮುಖಂಡರಾದ ಬಸವರಾಜ, ವೀರೇಶ, ಶರಣಪ್ಪ, ಅಮರೇಶ, ಹನುಮಂತ ಸೇರಿದಂತೆ ನೂರಾರು ಕಾರ್ಯಕರ್ತರು ಭಾಗವಹಿಸಿದ್ದರು.	[1303, 1869, 1468, 2069]
bardoli-byline-name: ಸುದ್ದಿಮೂಲ ವಾರ್ತೆ	[1315, 1871, 1372, 1881]
lead-right-column	[1188, 428, 1458, 527]
masthead	[40, 102, 1468, 174]
nrega-body-text: ಜಿಲ್ಲೆಗೆ ಅತ್ಯಧಿಕವಾಗಿ ಮಾನವ ದಿನಗಳ ಗುರಿ ನೀಡಲಾಗಿದ್ದು ನರೇಗಾ ಯೋಜನೆಯ ಪರಿಣಾಮಕಾರಿ ಅನುಷ್ಠಾನಕ್ಕೆ ಅಧಿಕಾರಿಗಳು ಕ್ರಮವಹಿಸಬೇಕು ಎಂದು ಜಿಲ್ಲಾ ಪಂಚಾಯತ್ ಮುಖ್ಯ ಕಾರ್ಯನಿರ್ವಾಹಕ ಅಧಿಕಾರಿ ರಾಹುಲ್ ತುಕಾರಾಮ ಪಾಂಡ್ವೆ ಹೇಳಿದರು. ಜಿಲ್ಲಾ ಪಂಚಾಯತ್ ಸಭಾಂಗಣದಲ್ಲಿ ನಡೆದ ಪ್ರಗತಿ ಪರಿಶೀಲನಾ ಸಭೆಯಲ್ಲಿ ಮಾತನಾಡಿದರು. ಪ್ರತಿ ತಾಲೂಕಿನಲ್ಲಿ ಕೂಲಿ ಬೇಡಿಕೆ ಹೆಚ್ಚಿಸಬೇಕು, ಗ್ರಾಮೀಣ ಭಾಗದ ಜನರಿಗೆ ಉದ್ಯೋಗ ಒದಗಿಸಬೇಕು. ಬಾಕಿ ಇರುವ ಕಾಮಗಾರಿಗಳನ್ನು ಶೀಘ್ರ ಪೂರ್ಣಗೊಳಿಸಬೇಕು ಎಂದು ಸೂಚಿಸಿದರು. ಜಲ ಸಂರಕ್ಷಣೆ ಕಾಮಗಾರಿಗಳಿಗೆ ಆದ್ಯತೆ ನೀಡಬೇಕು, ಶಾಲಾ ಆವರಣ ಗೋಡೆ, ಆಟದ ಮೈದಾನ ಸೇರಿದಂತೆ ಸಮುದಾಯ ಕಾಮಗಾರಿಗಳನ್ನು ಕೈಗೆತ್ತಿಕೊಳ್ಳಬೇಕು. ಕೂಲಿಕಾರರಿಗೆ ಸಮಯಕ್ಕೆ ಸರಿಯಾಗಿ ಕೂಲಿ ಪಾವತಿಸಬೇಕು. ಜಿಲ್ಲೆಯಲ್ಲಿ 2024-25ನೇ ಸಾಲಿನಲ್ಲಿ ಉತ್ತಮ ಪ್ರಗತಿ ಸಾಧಿಸಲಾಗಿದ್ದು ಈ ವರ್ಷವೂ ಅದೇ ರೀತಿ ಕೆಲಸ ಮಾಡಬೇಕು. ನರೇಗಾ ಯೋಜನೆಯಡಿ ನಿರ್ವಹಿಸಲಾಗುವ ಕಾಮಗಾರಿಗಳ ಗುಣಮಟ್ಟ ಕಾಯ್ದುಕೊಳ್ಳಬೇಕು. ಸಾಮಾಜಿಕ ಲೆಕ್ಕಪರಿಶೋಧನೆ ನಡೆಸಿ ಪಾರದರ್ಶಕತೆ ಕಾಪಾಡಬೇಕು ಎಂದರು. ಸಭೆಯಲ್ಲಿ ಉಪ ಕಾರ್ಯದರ್ಶಿಗಳು, ಯೋಜನಾ ನಿರ್ದೇಶಕರು, ತಾಲೂಕು ಪಂಚಾಯತ್ ಕಾರ್ಯನಿರ್ವಾಹಕ ಅಧಿಕಾರಿಗಳು, ಸಹಾಯಕ ನಿರ್ದೇಶಕರು ಹಾಗೂ ಇತರೆ ಅಧಿಕಾರಿಗಳು ಉಪಸ್ಥಿತರಿದ್ದರು.	[40, 1911, 220, 2206]
newspaper-logo[interactable]: ಸುದ್ದಿಮೂಲ	[1263, 102, 1468, 166]
nrega-photo	[40, 1488, 603, 1886]
district-ballari[interactable]: ಬಳ್ಳಾರಿ	[737, 138, 768, 154]
toilet-box-title: ಹೈಟೆಕ್ ಶಾಲೆಗಳಲ್ಲಿ ಶೌಚಾಲಯ !	[771, 1192, 1107, 1217]
khuba-story	[626, 1394, 876, 2407]
khuba-byline-place: ಬೀದರ್, ಜೂ.05:	[698, 1504, 759, 1514]
khuba-body-text: 2024ರ ಲೋಕಸಭಾ ಚುನಾವಣೆಯಲ್ಲಿ ಸೋತಿದ್ದೇನೆ, ಆದರೆ ಎದೆಗುಂದಿಲ್ಲ. ಬೀದರ್ ಲೋಕಸಭಾ ಕ್ಷೇತ್ರದ ಜನರ ಸೇವೆ ಮುಂದುವರಿಸುತ್ತೇನೆ ಎಂದು ಕೇಂದ್ರ ಮಾಜಿ ಸಚಿವ ಭಗವಂತ ಖುಬಾ ಹೇಳಿದರು. ಲೋಕಸಭಾ ಚುನಾವಣೆ ಮುಗಿದು ಒಂದು ವರ್ಷ ಪೂರ್ಣಗೊಂಡ ಹಿನ್ನೆಲೆಯಲ್ಲಿ ಫೇಸ್‌ಬುಕ್ ಲೈವ್ ಮೂಲಕ ಮಾತನಾಡಿದ ಅವರು, ಜಿಲ್ಲೆಯ ಜನರ ಆಶೀರ್ವಾದದಿಂದ 10 ವರ್ಷಗಳ ಕಾಲ ಸಂಸದನಾಗಿ, ಕೇಂದ್ರ ಮಂತ್ರಿಯಾಗಿ ಕೆಲಸ ಮಾಡಿದ್ದೇನೆ. ಜಿಲ್ಲೆಯ ಅಭಿವೃದ್ಧಿಗಾಗಿ ಸಾಕಷ್ಟು ಯೋಜನೆಗಳನ್ನು ತಂದಿದ್ದೇನೆ. ಸೋಲು ಗೆಲುವು ರಾಜಕೀಯದಲ್ಲಿ ಸಾಮಾನ್ಯ. ಮುಂದಿನ ದಿನಗಳಲ್ಲಿ ಪಕ್ಷ ಸಂಘಟನೆಗೆ ಶ್ರಮಿಸುತ್ತೇನೆ. ಕಾರ್ಯಕರ್ತರು ಧೃತಿಗೆಡಬಾರದು, ಜನರ ಸಮಸ್ಯೆಗಳಿಗೆ ಸ್ಪಂದಿಸುವ ಕೆಲಸ ಮಾಡೋಣ ಎಂದು ಕರೆ ನೀಡಿದರು.	[626, 1518, 876, 1699]
column-divider	[617, 1394, 619, 2407]
basavagite-quote-heading: ಸಿದ್ಧಾಂತ ಬೀಜಗಣಯು:	[49, 393, 114, 403]
municipal-photo-caption: ಬಂಡಿ, ಮಹೇಶಪ್ಪ ನರಸಾಪುರ ಮುಖಂಡರಾದ ಪ್ರಭುರಾಜ, ನಿರುಪಾದಿ, ಸಿದ್ದು ದುರುಗಪ್ಪ ಹನುಮೇಶ್, ನಗರಸಭೆ ಪೌರಾಯುಕ್ತ ಪಾಂಡುರಂಗ ಇಟಗಿ ಹಾಗೂ ಇತರರು ಇದ್ದರು.	[1172, 1714, 1468, 1736]
bardoli-byline-place: ಸಿಂಧನೂರು, ಜೂ.05:	[1375, 1871, 1447, 1881]
delhi-school-col-1: ■ ಸುದ್ದಿಮೂಲ ವಾರ್ತೆ ಸಿಂಧನೂರು, ಜೂ.05:	[893, 1838, 1003, 1863]
lead-quote-role: ಕ್ಷೇತ್ರ ಶಿಕ್ಷಣಾಧಿಕಾರಿ ದೇವದುರ್ಗ.	[1362, 363, 1450, 373]
toilet-kicker: ಬೋರಲ್ ಶಾಲೆ ಉದ್ಘಾಟನೆ	[410, 811, 559, 831]
basavagite-body	[49, 345, 366, 622]
delhi-school-byline-place: ಸಿಂಧನೂರು, ಜೂ.05:	[893, 1838, 1003, 1863]
municipal-byline-place: ಸಿಂಧನೂರು, ಜೂ.05:	[965, 1459, 1037, 1470]
basavagite-portrait	[48, 193, 179, 335]
bardoli-headline: ಅಧಿಕಾರ ಕುಟುಂಬಕ್ಕೆ ಸೀಮಿತವಾಗಬಾರದು - ಸೋಮನಗೌಡ ಬಾದರ್ಲಿ	[1303, 1797, 1414, 1857]
environment-byline-name: ಸುದ್ದಿಮೂಲ ವಾರ್ತೆ	[1152, 884, 1210, 894]
basavagite-para: ಗಾಂಧಿ ಕಣ್ಣಿ: ತಮ್ಮ ಮಹಾನ ದಿವ್ಯಸ್ಪರ್ಶವನ್ನು ಬಡಿಸಿ ಹೇಳಿದ ತಮಗೆ ಶರಣು ಶರಣಾರ್ಥಿ ಬಸವರ.	[49, 567, 304, 577]
delhi-school-story	[893, 1795, 1286, 2407]
toilet-photo	[575, 879, 1115, 1169]
district-bidar[interactable]: ಬೀದರ	[853, 138, 884, 154]
crop-mark	[11, 2412, 28, 2429]
lead-col-1: ■ ಗುರುಸ್ವಾಮಿ ಚೌಡ್ಲಾಪುರ ಅರಕೇರಾ, ಜೂ.05: ದೇವದುರ್ಗ ಅಂದ್ರೇನ ಗುಡ್ಡಗಾಡುಗಳಿಂದ ಕೂಡಿದ ತಾಲ್ಲೂಕು, ಹೀಗಾಗಿ ವಿದ್ಯಾರ್ಥಿಗಳ ಸ್ಥಿತಿ ಅಧೋಗತಿಗೆ ತಲುಪಿದೆ. ಶಿಕ್ಷಣ ಕ್ಷೇತ್ರದ ದೇಶದ ಭವಿಷ್ಯ ನಿರ್ಧರಿಸುವ ಮಾನವ ಸಂಪತ್ತು ರೂಪಿಸುವ ಅತಿಮುಖ್ಯ ಸಾಧನ. ಆದರೆ ಸರ್ಕಾರಗಳು ಇದು ಬೇಡವಾದ ಕೂಸಾಗಿದೆ. ಈ ಕಾರಣಕ್ಕೆ ಶಿಕ್ಷಣ ಕ್ಷೇತ್ರ ಇಷ್ಟೊಂದು ಹಳ್ಳ ಹಿಡಿದಿರುವುದು. ತಾಲ್ಲೂಕಿನ ಶಾಲೆಗಳಲ್ಲಿ ವಿಷಯವಾರು ಶಿಕ್ಷಕರ ಕೊರತೆ ಎದ್ದು ಕಾಣುತ್ತಿದೆ. ವಿದ್ಯಾರ್ಥಿಗಳ ಪಾಠ ಪ್ರವಚನದಿಂದ ವಂಚಿತರಾಗಿದ್ದಾರೆ. ಕೊರತೆ ಇದ್ದ ಕಡೆಗಳಲ್ಲಿ ಬದಲಿ ಶಿಕ್ಷಕರ ಮೇಲೆ ಕೆಲಸದ ಹೊರೆ ಹೆಚ್ಚಾಗುತ್ತಿದೆ. ಇನ್ನು ದೊಡ್ಡವರ ಕೊರತೆ ನಿಗಿಸಲು ಅತಿಥಿ ಶಿಕ್ಷಕರನ್ನು ನೇಮಕ ಮಾಡಿಕೊಳ್ಳಲಾಗುತ್ತಿದೆ. ಆದರೆ ಅವರಿಗೆ ಕಡಿಮೆ ಸಂಬಳ ಜತೆಗೆ ಉದ್ಯೋಗ ಭದ್ರತೆ ಇಲ್ಲ, ಈ ಸ್ಥಿತಿಯಲ್ಲಿ ಕ್ರಮಬದ್ಧ, ಗುಣಮಟ್ಟದ ಶಿಕ್ಷಣ ಮರೀಚಿಕೆಯೇ ಸರಿ. ಈ ಕಾರಣಕ್ಕಾಗಿಯೇ ಶಿಕ್ಷಣ ವ್ಯವಸ್ಥೆಯಲ್ಲಿ ಹೊಸತನ, ವಿದ್ಯಾ ಚಿಂತನೆ ಕಾಣದು. ಎಲ್ಲವೂ ಕಾಟಾಚಾರಕ್ಕೆ ಎಂಬಂತೆ ಯಾಂತ್ರಿಕವಾಗಿ ನಡೆಯುತ್ತಿದೆ. ನೂತನವಾಗಿ ಅಸ್ತಿತ್ವಕ್ಕೆ ಬಂದ ಅರಕೇರಾ ತಾಲ್ಲೂಕಿನಲ್ಲಿ ಒಟ್ಟಾರೆಯಾಗಿ 195 ಶಾಲೆಗಳಿವೆ ಸುಮಾರು 27,703 ವಿದ್ಯಾರ್ಥಿಗಳಿದ್ದು, 1,019	[398, 288, 666, 483]
delhi-school-headline: ಸಿಂಧನೂರಿನಲ್ಲಿ ನೂತನ ಡೆಲ್ಲಿ ವರ್ಲ್ಡ್ ಶಾಲೆ ಉದ್ಘಾಟನೆ	[893, 1799, 1267, 1825]
environment-body-text: ವಿಶ್ವ ಪರಿಸರ ದಿನ ಅಂಗವಾಗಿ ನಗರಸಭೆಯಿಂದ ಕೆರೆ ಪಕ್ಕದ ನೀರು ಶುದ್ಧೀಕರಣ ಘಟಕದ ಪ್ರಾಂತ ಹಾಗೂ ಫಾಕ ಸ್ವಚ್ಛ ವಿಲೇವಾರಿ ಘಟಕದಲ್ಲಿ ಸಸಿಗಳನ್ನು ನೆಡುವ ಕಾರ್ಯಕ್ರಮ ಹಮ್ಮಿಕೊಳ್ಳಲಾಗಿತ್ತು. ನಗರಸಭೆ ಅಧ್ಯಕ್ಷೆ ಮಂಜುಳಾ ಪ್ರಭುರಾಜ ಹಾಗೂ ವಿಶ್ವ ನಾಯಕ ಚಂದ್ರಶೇಖರ ಮೈಲಾರ ಅವರು ಸಸಿ ನೆಡುವ ಮೂಲಕ ಕಾರ್ಯಕ್ರಮಕ್ಕೆ ಚಾಲನೆ ನೀಡಿದರು. ಎನ್‌ಜಿಒ ಗುಂಪಿನ ಸದಸ್ಯರು ಒಂದೊಂದು ಗಿಡ ನೆಟ್ಟು ನೀರೆರೆದರು. ನಗರದ ಪರಿಸರ ಸಂರಕ್ಷಣೆಗೆ ಪ್ರತಿಯೊಬ್ಬರೂ ಮುಂದಾಗಬೇಕು ಎಂದು ಕರೆ ನೀಡಿದರು. ಹಿರಿಯ, ಕಿರಿಯ ಆರೋಗ್ಯ ನಿರೀಕ್ಷಕರು, ಸಮುದಾಯ ಸಂಘಟನಾ ಅಧಿಕಾರಿ ಸೇರಿದಂತೆ ಅನೇಕರು ಭಾಗವಹಿಸಿದ್ದರು.	[1141, 898, 1468, 980]
district-mysuru[interactable]: ಮೈಸೂರು	[765, 113, 809, 129]
lead-kicker: ಶಿಕ್ಷಣ ಕ್ಷೇತ್ರದಲ್ಲಿ ಮಕ್ಕಳಿಗೆ ಶಿಕ್ಷಣವೋ ಅಥವಾ ಶಿಕ್ಷೆಯೋ...	[685, 195, 1173, 225]
lead-body: ತಾಲ್ಲೂಕಿನ ಶಿವಂಗಿ ಗ್ರಾಮದಲ್ಲಿ ಸುಮಾರು 2 ಕೋಟಿ 50 ಲಕ್ಷ ರೂಗಳ ವೆಚ್ಚದಲ್ಲಿ 18 ಕೊಠಡಿಗಳ ಸುಸಜ್ಜಿತ ಶಾಲಾ ಕಟ್ಟಡ ನಿರ್ಮಾಣವಾಗಿದೆ. ಆದರೆ ಕಾಮಗಾರಿ ಪೂರ್ಣಗೊಳ್ಳದೆ ಅಪೂರ್ಣವಾಗಿ ಉಳಿದಿದೆ. ಗಾಳಿ ಮಳೆ ಬಂದರೆ ಅನುಪಯೋಗವೆಂಬಂತೆ ಆಗಿದೆ. ಇದರಿಂದ 14 ಪಠ್ಯ ಕೊಠಡಿಗಳು ಅಧಿಕಾರಿಗಳು ಹಾಗೂ ಗುತ್ತಿಗೆದಾರರು ಇತ್ತ ಕಡೆ ಸುಳಿಯುತ್ತಿಲ್ಲ ಎನ್ನುವುದು ಪಾಲಕರ ಆರೋಪವಾಗಿದೆ.	[1188, 458, 1458, 525]
quote-icon	[1196, 298, 1225, 328]
toilet-col-1: ■ ಸುದ್ದಿಮೂಲ ವಾರ್ತೆ ಔರಾದ್, ಜೂ.05:	[410, 881, 543, 892]
district-bengaluru[interactable]: ಬೆಂಗಳೂರು	[498, 113, 552, 129]
delhi-school-photo	[1036, 1838, 1286, 2105]
basavagite-title: ಬಸವಗೀತೆ	[219, 198, 341, 242]
column-divider	[885, 1394, 886, 2407]
municipal-body-text: ಇಂದಿನ ದಿನಗಳಲ್ಲಿ ಪರಿಸರ ನಾಶದಿಂದ ಹವಾಮಾನ ವೈಪರೀತ್ಯ ಉಂಟಾಗುತ್ತಿದೆ. ನಮ್ಮ ಪೂರ್ವಜರು ನಮಗೆ ನೀಡಿದ ಉತ್ತಮ ಪರಿಸರವನ್ನು ಮುಂದಿನ ಪೀಳಿಗೆಗೆ ಉತ್ತಮವಾಗಿ ಕೊಂಡೊಯ್ಯುವ ಜವಾಬ್ದಾರಿ ನಮ್ಮೆಲ್ಲರ ಮೇಲಿದೆ ಎಂದು ನಗರಸಭೆ ಹಂಗಾಮಿ ಅಧ್ಯಕ್ಷೆ ಮಂಜುಳಾ ಪ್ರಭುರಾಜ ಹೇಳಿದರು. ನಗರದ ನೀರು ಶುದ್ಧೀಕರಣ ಘಟಕದಲ್ಲಿ ವಿಶ್ವ ಪರಿಸರ ದಿನಾಚರಣೆ ಅಂಗವಾಗಿ ಸಸಿ ನೆಟ್ಟು ಮಾತನಾಡಿದರು. ಪ್ಲಾಸ್ಟಿಕ್ ಬಳಕೆಯನ್ನು ಕಡಿಮೆ ಮಾಡಬೇಕು, ಪ್ರತಿಯೊಬ್ಬರೂ ಒಂದೊಂದು ಗಿಡ ನೆಟ್ಟು ಪೋಷಿಸಬೇಕು. ನಗರವನ್ನು ಹಸಿರಾಗಿಸಲು ನಗರಸಭೆ ವತಿಯಿಂದ ಸಾವಿರಾರು ಸಸಿಗಳನ್ನು ನೆಡುವ ಗುರಿ ಹೊಂದಲಾಗಿದೆ ಎಂದರು. ಪೌರಾಯುಕ್ತರು, ಪರಿಸರ ಅಭಿಯಂತರರು, ನಗರಸಭೆ ಸದಸ್ಯರು, ಸಿಬ್ಬಂದಿ ಹಾಗೂ ಸಾರ್ವಜನಿಕರು ಭಾಗವಹಿಸಿದ್ದರು.	[893, 1474, 1161, 1584]
